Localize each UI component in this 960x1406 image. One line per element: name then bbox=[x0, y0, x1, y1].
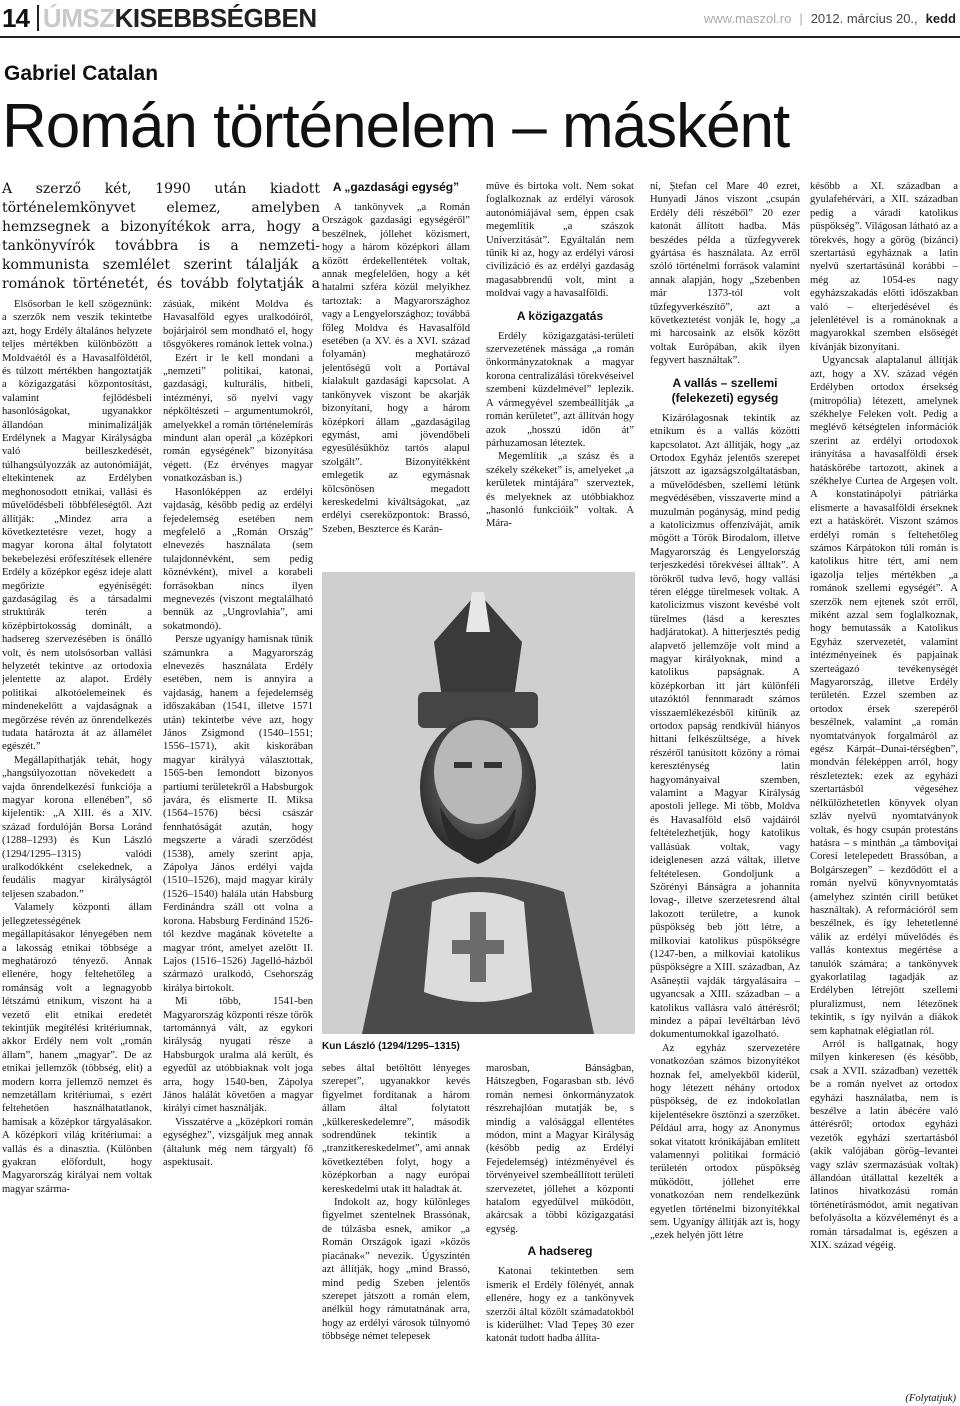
body-paragraph: ni, Ștefan cel Mare 40 ezret, Hunyadi János viszont „csupán Erdély déli részéből” 20 ezer katonát állított hadba. Más beszédes példa a tűzfegyverek gyártása és használata. Az erről szóló történelmi források valamint annak alapján, hogy „Szebenben már 1373-tól volt tűzfegyverkészítő”, azt a következtetést vonják le, hogy „a mi harcosaink az elsők között voltak Európában, akik ilyen fegyvert használtak”. bbox=[650, 181, 800, 367]
body-paragraph: Indokolt az, hogy különleges figyelmet szentelnek Brassónak, de túlzásba esnek, amikor „a Román Országok igazi »közös piacának«” nevezik. Úgyszintén azt állítják, hogy „mind Brassó, mind pedig Szeben jelentős szerepet játszott a román elem, anélkül hogy rámutatnának arra, hogy az erdélyi városok túlnyomó többsége német telepesek bbox=[322, 1197, 470, 1343]
body-paragraph: műve és birtoka volt. Nem sokat foglalkoznak az erdélyi városok autonómiájával sem, éppen csak megemlítik „a szászok Univerzitását”. Egyáltalán nem tűnik ki az, hogy az erdélyi városi civilizáció és az erdélyi gazdaság magasabbrendű volt, mint a moldvai vagy a havasalföldi. bbox=[486, 181, 634, 300]
body-paragraph: Persze ugyanígy hamisnak tűnik számunkra a Magyarország elnevezés használata Erdély esetében, nem is annyira a vajdaság, hanem a fejedelemség időszakában (1541, illetve 1571 után) tekintetbe véve azt, hogy János Zsigmond (1540–1551; 1556–1571), akit kiskorában magyar királyyá választottak, 1565-ben lemondott bizonyos partiumi területekről a Habsburgok javára, és elismerte II. Miksa (1564–1576) bécsi császár fennhatóságát azután, hogy megszerte a váradi szerződést (1538), amely szerint apja, Zápolya János erdélyi vajda (1510–1526), majd magyar király (1526–1540) halála után Habsburg Ferdinándra száll ott volna a korona. Habsburg Ferdinánd 1526-tól kezdve magának követelte a magyar trónt, amelyet azelőtt II. Lajos (1516–1526) Jagelló-házból származó uralkodó, Csehország királya birtokolt. bbox=[163, 634, 313, 994]
body-paragraph: sebes által betöltött lényeges szerepet”, ugyanakkor kevés figyelmet fordítanak a három állam által folytatott „külkereskedelemre”, második sodrendűnek tekintik a „tranzitkereskedelmet”, ami annak következtében folyt, hogy a középkorban a nagy európai kereskedelmi utak itt haladtak át. bbox=[322, 1063, 470, 1195]
brand-umsz: ÚMSZ bbox=[42, 2, 115, 33]
page-header bbox=[0, 0, 960, 38]
body-paragraph: később a XI. században a gyulafehérvári, a XII. században pedig a váradi katolikus püspökség”. Világosan látható az a törekvés, hogy a görög (bizánci) szertartású egyháznak a latin nyelvű szertartásúnál korábbi – még az 1054-es nagy egyházszakadás előtti időszakban való – elterjedésével és jelenlétével is a románoknak a magyarokkal szemben elsőségét kívánják bizonyítani. bbox=[810, 181, 958, 353]
body-paragraph: Az egyház szervezetére vonatkozóan számos bizonyítékot hoznak fel, amelyekből kiderül, hogy létezett néhány ortodox püspökség, de ez indokolatlan kijelentésekre ösztönzi a szerzőket. Például arra, hogy az Anonymus sokat vitatott krónikájában említett valamennyi politikai formáció területén ortodox püspökség működött, jóllehet erre vonatkozóan nem rendelkezünk egyetlen történelmi bizonyítékkal sem. Ugyanígy állítják azt is, hogy „ezek helyén jött létre bbox=[650, 1042, 800, 1242]
photo-caption: Kun László (1294/1295–1315) bbox=[322, 1041, 460, 1052]
page-number: 14 bbox=[2, 2, 29, 33]
column-4-top bbox=[486, 180, 634, 566]
brand-section: KISEBBSÉGBEN bbox=[114, 2, 317, 33]
body-paragraph: A tankönyvek „a Román Országok gazdasági egységéről” beszélnek, jóllehet közismert, hogy a három középkori állam között érdekellentétek voltak, annak megfelelően, hogy a két hatalmi szféra közül melyikhez tartoztak: a Magyarországhoz vagy a Lengyelországhoz; továbbá főleg Moldva és Havasalföld esetében (a XV. és a XVI. század folyamán) meghatározó jelentőségű volt a Portával kialakult gazdasági kapcsolat. A tankönyvek viszont be akarják bizonyítani, hogy a három középkori állam „gazdaságilag egymást, ami jövendőbeli egyesülésükhöz tartós alapul szolgált”. Bizonyítékként emlegetik az egymásnak kölcsönösen megadott kereskedelmi kiváltságokat, „az erdélyi csereközpontok: Brassó, Szeben, Beszterce és Karán- bbox=[322, 202, 470, 535]
issue-date: 2012. március 20., bbox=[810, 10, 918, 26]
column-3-bottom bbox=[322, 1062, 470, 1406]
body-paragraph: Valamely központi állam jellegzetességének megállapításakor lényegében nem a lakosság etnikai többsége a meghatározó tényező. Annak ellenére, hogy feltehetőleg a románság volt a legnagyobb létszámú etnikum, viszont ha a vezető elit etnikai eredetét tekintjük megítélési kritériumnak, akkor Erdély nem volt „román állam”, hanem „magyar”. De az etnikai jellemzők (többség, elit) a modern korra jellemző nemzet és nemzetállam kritériumai, s ezért feltehetően használhatatlanok, hamisak a középkor tárgyalásakor. A középkori világ kritériumai: a vallás és a dinasztia. (Különben gyakran előfordult, hogy Magyarország királyai nem voltak magyar szárma- bbox=[2, 902, 152, 1195]
column-4-bottom bbox=[486, 1062, 634, 1406]
body-paragraph: zásúak, miként Moldva és Havasalföld egyes uralkodóiról, bojárjairól sem mondható el, hogy tősgyökeres románok lettek volna.) bbox=[163, 299, 313, 351]
body-paragraph: Arról is hallgatnak, hogy milyen kinkeresen (és később, csak a XVII. században) vezették be a román nyelvet az ortodox egyházi használatba, nem is beszélve a latin ábécére való áttérésről; ortodox egyházi vezetők egyházi szertartásból (akik valójában görög–levantei vagy szláv szermazásúak voltak) állandóan útállattal kezelték a latinos hivatkozású román történetírásmódot, amit negatívan befolyásolta a közvéleményt és a román társadalmat is, egészen a XIX. század végéig. bbox=[810, 1039, 958, 1252]
section-subhead: A közigazgatás bbox=[516, 308, 604, 323]
column-2 bbox=[163, 298, 313, 1406]
article-title: Román történelem – másként bbox=[2, 92, 790, 161]
continued-note: (Folytatjuk) bbox=[905, 1393, 956, 1404]
body-paragraph: Ezért ir le kell mondani a „nemzeti” politikai, katonai, gazdasági, kulturális, hitbeli, intézményi, ső nyelvi vagy népköltészeti – argumentumokról, amelyekkel a román történelemírás mindunt alan operál „a középkori román egységének” bizonyítása végett. (Ez érvényes magyar vonatkozásban is.) bbox=[163, 352, 313, 485]
column-5 bbox=[650, 180, 800, 1406]
body-paragraph: Megemlítik „a szász és a székely székeket” is, amelyeket „a kerületek mintájára” szerveztek, és melyeknek az utóbbiakhoz „hasonló funkcióik” voltak. A Mára- bbox=[486, 451, 634, 530]
article-lead: A szerző két, 1990 után kiadott történelemkönyvet elemez, amelyben hemzsegnek a bizonyítékok arra, hogy a tankönyvírók továbbra is a nemzeti-kommunista szemlélet szerint tálalják a románok történetét, és tovább folytatják a bbox=[2, 181, 320, 292]
body-paragraph: Megállapíthatják tehát, hogy „hangsúlyozottan növekedett a vajda önrendelkezési funkciója a magyar korona ellenében”, ső kijelentik: „A XIII. és a XIV. század fordulóján Borsa Loránd (1288–1293) és Kun László (1294/1295–1315) valódi uralkodókként cselekednek, a feudális magyar királyságtól teljesen szabadon.” bbox=[2, 754, 152, 900]
body-paragraph: Katonai tekintetben sem ismerik el Erdély fölényét, annak ellenére, hogy ez a tankönyvek szerzői által közölt számadatokból is kiderülhet: Vlad Țepeș 30 ezer katonát tudott hadba állíta- bbox=[486, 1266, 634, 1345]
body-paragraph: Hasonlóképpen az erdélyi vajdaság, később pedig az erdélyi fejedelemség esetében nem megfelelő a „Román Ország” elnevezés használata (sem tulajdonnévként, sem pedig köznévként), mivel a korabeli forrásokban nincs ilyen megnevezés (viszont megtalálható bennük az „Ungrovlahia”, ami sokatmondó). bbox=[163, 486, 313, 632]
body-paragraph: Erdély közigazgatási-területi szervezetének mássága „a román önkormányzatoknak a magyar korona centralizálási törekvéseivel szembeni küzdelmével” leplezik. A vármegyével szembeállítják „a román kerületet”, azt állítván hogy azok „hosszú időn át” párhuzamosan léteztek. bbox=[486, 330, 634, 449]
portrait-image bbox=[322, 572, 635, 1034]
body-paragraph: Visszatérve a „középkori román egységhez”, vizsgáljuk meg annak (általunk még nem tárgyalt) fő aspektusait. bbox=[163, 1116, 313, 1168]
header-meta: www.maszol.ro | 2012. március 20., kedd bbox=[703, 10, 956, 26]
section-subhead: A hadsereg bbox=[527, 1244, 593, 1259]
section-subhead: A „gazdasági egység” bbox=[332, 180, 460, 194]
body-paragraph: Kizárólagosnak tekintik az etnikum és a vallás közötti kapcsolatot. Azt állítják, hogy „az Ortodox Egyház jelentős szerepet játszott az igazságszolgáltatásban, a művelődésben, szellemi létünk megvédésében, visszaverte mind a muzulmán pogányság, mind pedig a katolicizmus offenzíváját, amik mögött a Török Birodalom, illetve Magyarország és Lengyelország terjeszkedési törekvései álltak”. A törökről tudva levő, hogy vallási téren elégge türelmesek voltak. A katolicizmus viszont kevésbé volt türelmes (lásd a keresztes hadjáratokat). A hitterjesztés pedig alapvető jellemzője volt mind a magyar királyoknak, mind a katolikus papságnak. A középkorban itt járt különféli utazóktól fennmaradt számos visszaemlékezésből kitűnik az ortodox papság rendkívül hiányos hittani felkészültsége, a hívek részéről tanúsított közöny a római kereszténység latin hagyományaival szemben, valamint a Magyar Királyság apostoli jellege. Mi több, Moldva és Havasalföld első vajdáiról feltételezhetjük, hogy katolikus vallásúak voltak, vagy ideiglenesen azzá váltak, illetve feltételesen. Gondoljunk a Szörényi Bánságra a johannita lovag-, illetve szerzetesrend által lakozott területre, a kunok püspökség beb jött létre, a milkoviai katolikus püspökségre (1247-ben, a milkoviai katolikus püspökségre a XIII. században, Az Asăneștii vajdák tárgyalásaira – ugyancsak a XIII. században – a katolikus vallásra való áttérésről; mindez a pápai levéltárban lévő dokumentumokkal igazolható. bbox=[650, 412, 800, 1041]
body-paragraph: Ugyancsak alaptalanul állítják azt, hogy a XV. század végén Erdélyben ortodox érsekség (mitropólia) létezett, amelynek székhelye Feleken volt. Pedig a meglévő kétségtelen információk szerint az erdélyi ortodoxok irányítása a havasalföldi érsek hatáskörébe tartozott, akinek a székhelye Curtea de Argeșen volt. A konstatinápolyi pátriárka elismerte a havasalföldi érseknek ezt a hatáskörét. Viszont számos erdélyi román s feltehetőleg számos Kárpátokon túli román is katolikus hitre tért, ami nem igazolja teljes mértékben „a románok szellemi egységét”. A szerzők nem ejtenek szót erről, miként azzal sem foglalkoznak, hogy bemutassák a Katolikus Egyház szervezetét, valamint intézményeinek és papjainak szerteágazó tevékenységét Magyarország, illetve Erdély területén. Ezzel szemben az ortodox érsek szerepéről beszélnek, valamint „a román nyomtatványok forgalmáról az egész Kárpát–Dunai-térségben”, mondván féleképpen arról, hogy részleteztek: ezek az egyházi szertartásból végeséhez nélkülözhetetlen könyvek olyan szláv nyelvű nyomtatványok voltak, és hogy csupán protestáns hatásra – s minthán „a tâmboviţai Coresi letelepedett Brassóban, a Bolgárszegen” – kezdődött el a román nyelvű könyvnyomtatás (amelyhez szintén cirill betűket használtak). A reformációról sem beszélnek, és így lehetetlenné válik az erdélyi művelődés és vallás kontextus megértése a tanulók számára; a tankönyvek gyakorlatilag tagadják az Erdélyben létrejött szellemi pluralizmust, nem létezőnek tekintik, s így nyilván a diákok sem kaphatnak elégiatlan ról. bbox=[810, 355, 958, 1037]
column-3-top bbox=[322, 180, 470, 566]
header-divider bbox=[37, 5, 39, 31]
body-paragraph: Elsősorban le kell szögeznünk: a szerzők nem veszik tekintetbe azt, hogy Erdély általános helyzete teljes mértékben különbözött a Moldvaétól és a Havasalföldétől, és túlzott mértékben hangoztatják a közigazgatási központosítást, valamint fejlődésbeli hasonlóságokat, ugyanakkor állandóan minimalizálják Erdélynek a Magyar Királyságba való beilleszkedését, túlhangsúlyozzák az autonómiáját, eltekintenek az Erdélyben meghonosodott etnikai, vallási és művelődésbeli többféleségtől. Azt állítják: „Mindez arra a következtetésre vezet, hogy a magyar korona által folytatott bekebelezési erőfeszítések ellenére Erdély a középkor egész ideje alatt megőrizte egyéniségét: gazdaságilag és a társadalmi struktúrák terén a középbirtokosság dominált, a hadsereg szervezésében is önálló volt, és nem utolsósorban vallási helyzetét tekintve az ortodoxia jelentette az alapot. Erdély politikai alkotóelemeinek és mindenekelőtt a vajdaságnak a megőrzése révén az önrendelkezés tudata határozta át az államélet egészét.” bbox=[2, 299, 152, 753]
column-1 bbox=[2, 298, 152, 1406]
body-paragraph: Mi több, 1541-ben Magyarország központi része török tartománnyá vált, az egykori királyság nyugati része a Habsburgok uralma alá került, és egyedül az utóbbiaknak volt joga arra, hogy 1540-ben, Zápolya János halálát követően a magyar királyi címet használják. bbox=[163, 996, 313, 1115]
article-author: Gabriel Catalan bbox=[4, 62, 159, 85]
issue-weekday: kedd bbox=[925, 10, 956, 26]
portrait-figure bbox=[322, 572, 635, 1034]
column-6 bbox=[810, 180, 958, 1386]
section-subhead: A vallás – szellemi (felekezeti) egység bbox=[671, 375, 779, 405]
website-link[interactable]: www.maszol.ro bbox=[703, 10, 792, 26]
body-paragraph: marosban, Bánságban, Hátszegben, Fogarasban stb. lévő román nemesi önkormányzatok részrehajlóan mutatják be, s mindig a valósággal ellentétes módon, mint a Magyar Királyság (később pedig az Erdélyi Fejedelemség) intézményével és törvényeivel szembeállított területi szervezetet, jóllehet a központi hatalom egyedülvel működött, akárcsak a többi közigazgatási egység. bbox=[486, 1063, 634, 1235]
